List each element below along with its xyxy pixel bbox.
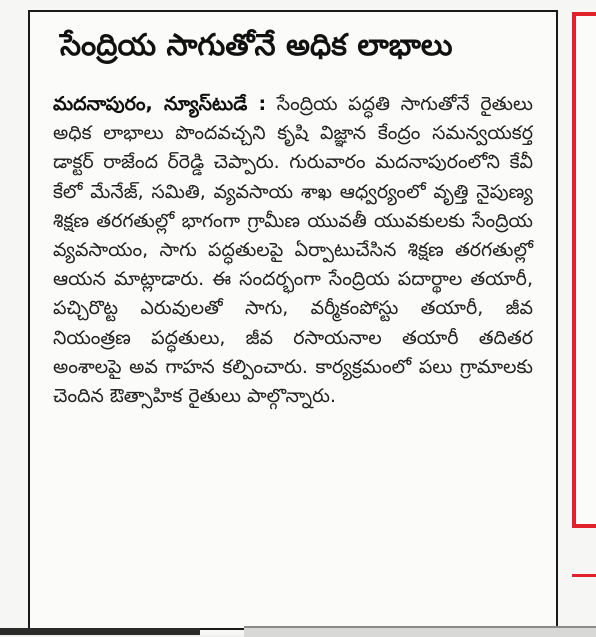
article-dateline: మదనాపురం, న్యూస్‌టుడే : — [53, 93, 267, 115]
adjacent-red-rule — [572, 574, 596, 577]
article-box — [28, 10, 558, 630]
adjacent-article-edge — [244, 626, 596, 637]
adjacent-red-frame — [572, 12, 596, 528]
article-text: సేంద్రియ పద్ధతి సాగుతోనే రైతులు అధిక లాభాలు పొందవచ్చని కృషి విజ్ఞాన కేంద్రం సమన్వయకర్త డాక్టర్ రాజేంద ర్‌రెడ్డి చెప్పారు. గురువారం మదనాపురంలోని కేవీ కేలో మేనేజ్, సమితి, వ్యవసాయ శాఖ ఆధ్వర్యంలో వృత్తి నైపుణ్య శిక్షణ తరగతుల్లో భాగంగా గ్రామీణ యువతీ యువకులకు సేంద్రియ వ్యవసాయం, సాగు పద్ధతులపై ఏర్పాటుచేసిన శిక్షణ తరగతుల్లో ఆయన మాట్లాడారు. ఈ సందర్భంగా సేంద్రియ పదార్థాల తయారీ, పచ్చిరొట్ట ఎరువులతో సాగు, వర్మీకంపోస్టు తయారీ, జీవ నియంత్రణ పద్ధతులు, జీవ రసాయనాల తయారీ తదితర అంశాలపై అవ గాహన కల్పించారు. కార్యక్రమంలో పలు గ్రామాలకు చెందిన ఔత్సాహిక రైతులు పాల్గొన్నారు. — [53, 93, 533, 408]
article-headline: సేంద్రియ సాగుతోనే అధిక లాభాలు — [60, 28, 453, 63]
article-body — [53, 90, 533, 411]
adjacent-dark-edge — [0, 628, 200, 635]
